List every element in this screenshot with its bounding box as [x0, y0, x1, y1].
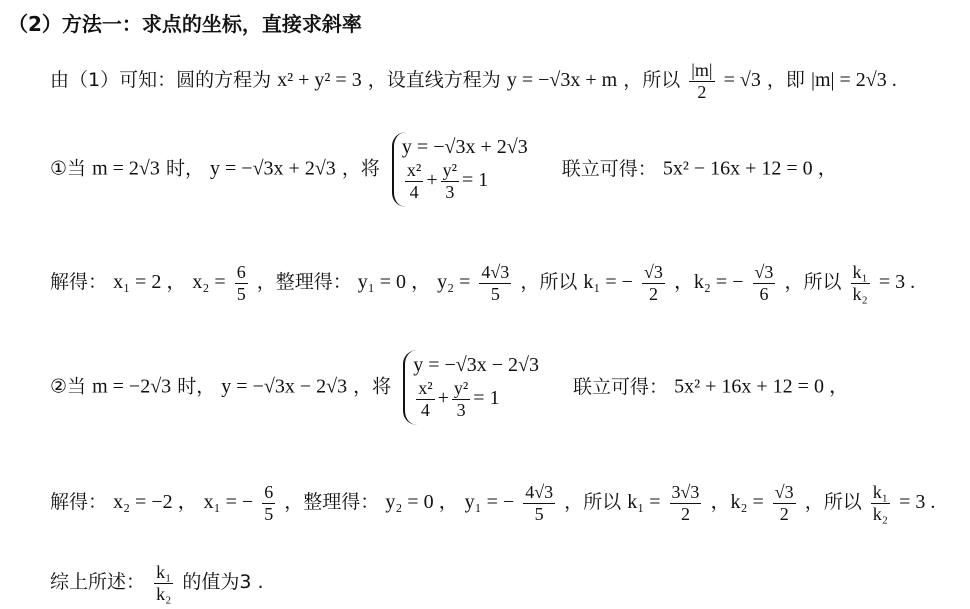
distance-fraction [689, 60, 714, 102]
intro-mid-text: ，设直线方程为 [367, 69, 501, 92]
ie-text: ，即 [766, 69, 805, 92]
sol-two-k1-frac [670, 482, 702, 524]
case-two-time: 时， [177, 375, 216, 398]
ellipse-rhs: = 1 [462, 168, 489, 191]
case-one-sub: ，将 [341, 157, 380, 180]
solution-one [50, 262, 915, 304]
ellipse-rhs: = 1 [473, 386, 500, 409]
summary-ratio [154, 562, 173, 604]
k1-den: 2 [648, 283, 658, 304]
ellipse-y-num: y² [453, 378, 469, 398]
sol-two-x1-lhs: x₁ = − [203, 491, 254, 514]
case-two-label: ②当 [50, 375, 87, 398]
case-one [50, 132, 838, 207]
line-equation: y = −√3x + m [506, 69, 618, 92]
k2-den: 6 [759, 283, 769, 304]
ellipse-x-num: x² [418, 378, 433, 398]
sol-one-x2-lhs: x₂ = [192, 271, 226, 294]
circle-equation: x² + y² = 3 [277, 69, 362, 92]
sol-one-y1: y₁ = 0 ， [357, 271, 432, 294]
x2-den: 5 [236, 283, 246, 304]
k2-den: 2 [779, 503, 789, 524]
sol-two-x1-frac [262, 482, 275, 524]
y1-den: 5 [534, 503, 544, 524]
summary [50, 562, 264, 604]
sol-one-ratio-val: = 3 . [878, 271, 916, 294]
k2-num: √3 [754, 262, 774, 282]
sol-one-k1-lhs: k₁ = − [583, 271, 633, 294]
case-two [50, 350, 849, 425]
case-two-system [403, 350, 539, 425]
system-row-ellipse: $\frac{\text{x²}}{4}$ + $\frac{\text{y²}}{3}$ = 1 [406, 160, 489, 202]
case-two-combine: 联立可得： [573, 375, 669, 398]
sol-two-x2: x₂ = −2 ， [113, 491, 198, 514]
ratio-den: k₂ [852, 283, 868, 304]
sol-two-k1-lhs: k₁ = [627, 491, 661, 514]
case-one-condition: m = 2√3 [92, 157, 160, 180]
ellipse-y-num: y² [442, 160, 458, 180]
case-one-system [392, 132, 528, 207]
m-result: |m| = 2√3 . [810, 69, 897, 92]
system-row-ellipse: $\frac{\text{x²}}{4}$ + $\frac{\text{y²}}{3}$ = 1 [418, 378, 500, 420]
sol-two-organize: ，整理得： [284, 491, 380, 514]
sol-two-y1-frac [523, 482, 555, 524]
k1-num: √3 [644, 262, 663, 282]
y2-num: 4√3 [481, 262, 510, 282]
sol-one-y2-frac [479, 262, 511, 304]
sol-two-so: ，所以 [564, 491, 622, 514]
y2-den: 5 [490, 283, 500, 304]
summary-ratio-den: k₂ [156, 583, 172, 604]
system-row-line: y = −√3x − 2√3 [413, 354, 539, 376]
section-heading: （2）方法一：求点的坐标，直接求斜率 [8, 12, 362, 36]
ellipse-x-den: 4 [420, 399, 430, 420]
ellipse-y-den: 3 [456, 399, 466, 420]
fraction-numerator: |m| [691, 60, 713, 80]
case-one-line: y = −√3x + 2√3 [210, 157, 336, 180]
summary-prefix: 综上所述： [50, 571, 146, 594]
sol-two-k2-lhs: ，k₂ = [710, 491, 764, 514]
sol-one-so: ，所以 [520, 271, 578, 294]
sol-two-ratio [871, 482, 890, 524]
case-one-combine: 联立可得： [561, 157, 657, 180]
sol-one-k2-lhs: ，k₂ = − [673, 271, 744, 294]
so-text: ，所以 [623, 69, 681, 92]
case-two-condition: m = −2√3 [92, 375, 172, 398]
sol-two-ratio-val: = 3 . [899, 491, 936, 514]
case-one-time: 时， [165, 157, 204, 180]
x1-den: 5 [264, 503, 274, 524]
case-two-quadratic: 5x² + 16x + 12 = 0 ， [674, 375, 849, 398]
sol-one-so2: ，所以 [784, 271, 842, 294]
fraction-denominator: 2 [697, 81, 707, 102]
sol-two-k2-frac [773, 482, 796, 524]
fraction-value: = √3 [723, 69, 761, 92]
sol-one-x1: x₁ = 2 ， [113, 271, 187, 294]
k1-den: 2 [680, 503, 690, 524]
ratio-num: k₁ [852, 262, 868, 282]
sol-one-k1-frac [642, 262, 665, 304]
sol-one-y2-lhs: y₂ = [437, 271, 471, 294]
summary-ratio-num: k₁ [156, 562, 172, 582]
ellipse-y-den: 3 [445, 181, 455, 202]
x2-num: 6 [236, 262, 246, 282]
ellipse-x-den: 4 [409, 181, 419, 202]
solution-two [50, 482, 935, 524]
k2-num: √3 [774, 482, 794, 502]
ellipse-x-num: x² [406, 160, 422, 180]
sol-one-prefix: 解得： [50, 271, 108, 294]
sol-two-prefix: 解得： [50, 491, 108, 514]
sol-one-ratio [851, 262, 870, 304]
sol-one-x2-frac [235, 262, 248, 304]
sol-two-y1-lhs: y₁ = − [464, 491, 515, 514]
case-two-sub: ，将 [353, 375, 392, 398]
sol-two-y2: y₂ = 0 ， [385, 491, 459, 514]
sol-one-k2-frac [753, 262, 776, 304]
case-one-label: ①当 [50, 157, 87, 180]
sol-two-so2: ，所以 [804, 491, 862, 514]
system-row-line: y = −√3x + 2√3 [401, 136, 528, 158]
summary-suffix: 的值为3 . [182, 571, 264, 594]
k1-num: 3√3 [671, 482, 700, 502]
x1-num: 6 [264, 482, 274, 502]
intro-text: 由（1）可知：圆的方程为 [50, 69, 272, 92]
case-two-line: y = −√3x − 2√3 [221, 375, 348, 398]
y1-num: 4√3 [525, 482, 554, 502]
ratio-num: k₁ [872, 482, 889, 502]
case-one-quadratic: 5x² − 16x + 12 = 0 ， [662, 157, 838, 180]
sol-one-organize: ，整理得： [256, 271, 352, 294]
ratio-den: k₂ [872, 503, 889, 524]
circle-line-intro [50, 60, 897, 102]
